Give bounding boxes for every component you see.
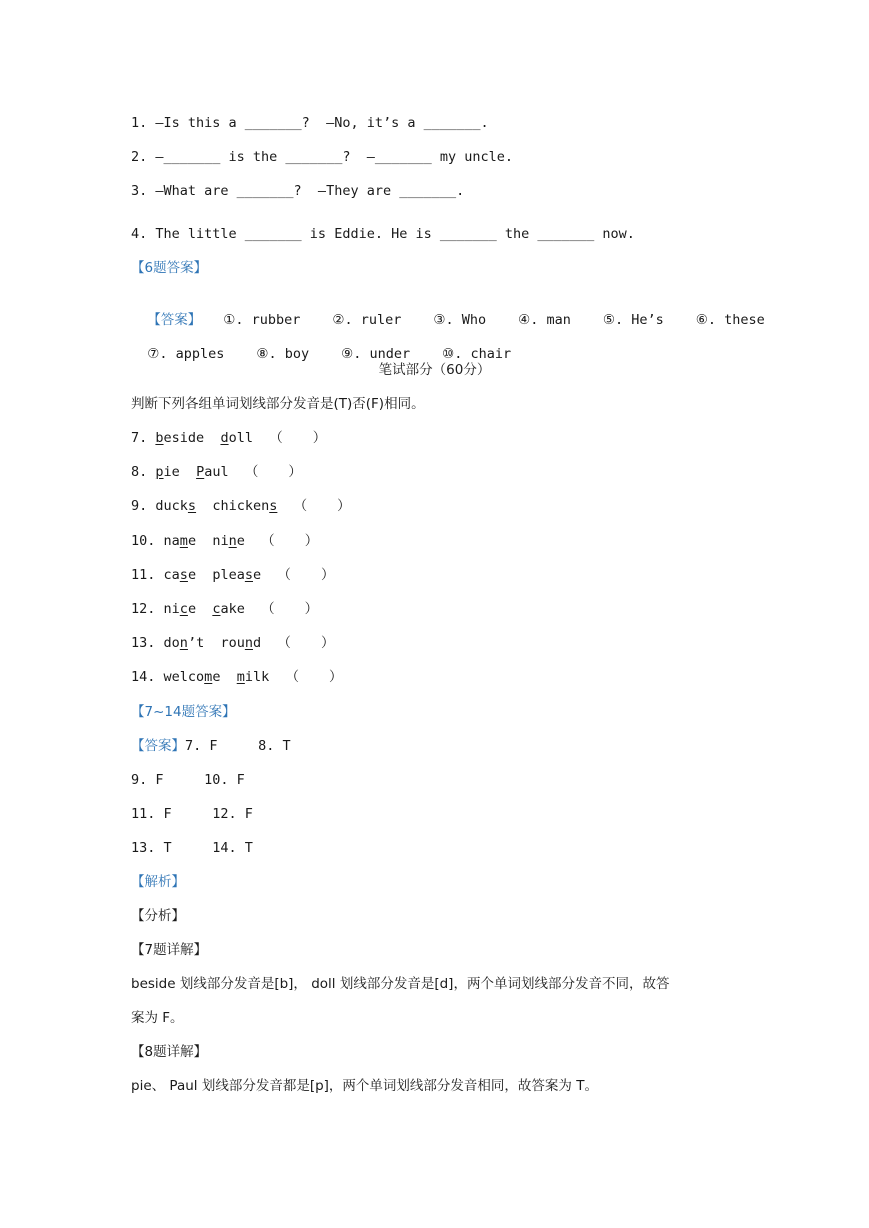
item-number: 7.: [131, 430, 148, 446]
item-number: 9.: [131, 498, 148, 515]
analysis-heading: 【解析】: [131, 874, 185, 890]
underlined-letters: s: [187, 498, 197, 515]
spacer: [220, 669, 236, 685]
answer-line-4: 13. T 14. T: [131, 840, 253, 856]
answer-item: ③. Who: [433, 312, 487, 328]
underlined-letters: P: [196, 464, 205, 481]
word-part: e: [236, 532, 245, 549]
fenxi-heading: 【分析】: [131, 908, 185, 924]
spacer: [229, 464, 245, 480]
answer-item: ⑦. apples: [147, 346, 225, 362]
word-part: ilk: [244, 669, 270, 686]
spacer: [277, 498, 293, 514]
spacer: [155, 601, 163, 617]
instruction: 判断下列各组单词划线部分发音是(T)否(F)相同。: [131, 396, 425, 412]
phonics-item: [131, 668, 343, 686]
word-part: chicken: [212, 498, 270, 515]
word-part: ni: [212, 532, 229, 549]
answer-blank: （ ）: [293, 498, 351, 515]
phonics-item: [131, 600, 318, 618]
answer-blank: （ ）: [261, 601, 319, 617]
phonics-item: [131, 532, 318, 550]
word-part: ie: [163, 464, 180, 481]
answer-blank: （ ）: [285, 669, 343, 686]
word-part: ’t: [187, 635, 205, 652]
spacer: [261, 635, 277, 651]
word-part: ake: [220, 601, 245, 617]
word-part: na: [163, 532, 180, 549]
word-part: eside: [163, 430, 205, 446]
word-part: duck: [155, 498, 188, 515]
word-part: e: [253, 566, 262, 583]
phonics-item: [131, 429, 326, 447]
word-part: ca: [163, 566, 180, 583]
answer-line-2: 9. F 10. F: [131, 772, 245, 788]
word-part: oll: [228, 430, 253, 446]
word-part: e: [187, 566, 197, 583]
underlined-letters: d: [220, 430, 229, 446]
question-4: 4. The little _______ is Eddie. He is _______ the _______ now.: [131, 226, 635, 242]
underlined-letters: b: [155, 430, 164, 446]
spacer: [204, 430, 220, 446]
word-part: do: [163, 635, 180, 652]
detail-7-line-2: 案为 F。: [131, 1010, 184, 1026]
spacer: [180, 464, 196, 480]
answers-6-row-2: [131, 327, 511, 363]
answer-blank: （ ）: [261, 532, 319, 549]
answer-item: ⑩. chair: [442, 346, 512, 362]
answers-6-row-1: [131, 293, 765, 329]
word-part: d: [253, 635, 262, 652]
phonics-item: [131, 497, 351, 515]
answer-label: 【答案】: [147, 312, 202, 328]
spacer: [204, 635, 220, 651]
underlined-letters: p: [155, 464, 164, 481]
answer-line-3: 11. F 12. F: [131, 806, 253, 822]
question-3: 3. —What are _______? —They are _______.: [131, 183, 465, 199]
answer-item: ④. man: [518, 312, 571, 328]
answer-item: ⑧. boy: [256, 346, 310, 362]
word-part: ni: [163, 601, 180, 617]
item-number: 13.: [131, 635, 156, 652]
spacer: [269, 669, 285, 685]
detail-8-heading: 【8题详解】: [131, 1044, 208, 1060]
detail-7-heading: 【7题详解】: [131, 942, 208, 958]
spacer: [155, 533, 163, 549]
word-part: e: [187, 532, 197, 549]
question-1: 1. —Is this a _______? —No, it’s a _______.: [131, 115, 489, 131]
answer-blank: （ ）: [277, 635, 335, 652]
item-number: 10.: [131, 532, 156, 549]
spacer: [245, 533, 261, 549]
spacer: [261, 567, 277, 583]
underlined-letters: s: [244, 566, 253, 583]
underlined-letters: m: [179, 532, 188, 549]
section-title: 笔试部分（60分）: [378, 362, 491, 378]
underlined-letters: s: [269, 498, 278, 515]
spacer: [155, 669, 163, 685]
spacer: [245, 601, 261, 617]
word-part: plea: [212, 566, 245, 583]
item-number: 8.: [131, 464, 148, 481]
spacer: [155, 567, 163, 583]
underlined-letters: n: [179, 635, 188, 652]
underlined-letters: m: [236, 669, 245, 686]
underlined-letters: n: [244, 635, 253, 652]
underlined-letters: m: [204, 669, 213, 686]
item-number: 14.: [131, 669, 156, 686]
answer-line-1: [131, 737, 291, 755]
item-number: 12.: [131, 601, 156, 617]
detail-7-line-1: beside 划线部分发音是[b]， doll 划线部分发音是[d]，两个单词划线部分发音不同，故答: [131, 976, 670, 992]
word-part: welco: [163, 669, 205, 686]
answer-text: 7. F 8. T: [185, 738, 291, 754]
answer-label: 【答案】: [131, 738, 185, 754]
answer-item: ⑨. under: [341, 346, 411, 362]
answer-item: ⑥. these: [695, 312, 765, 328]
underlined-letters: n: [228, 532, 237, 549]
answer-7-14-heading: 【7~14题答案】: [131, 704, 236, 720]
spacer: [196, 498, 212, 514]
detail-8-line-1: pie、 Paul 划线部分发音都是[p]，两个单词划线部分发音相同，故答案为 T。: [131, 1078, 598, 1094]
word-part: rou: [220, 635, 245, 652]
phonics-item: [131, 634, 334, 652]
answer-blank: （ ）: [277, 566, 335, 583]
answer-item: ⑤. He’s: [602, 312, 664, 328]
answer-item: ②. ruler: [332, 312, 402, 328]
word-part: aul: [204, 464, 229, 481]
answer-blank: （ ）: [269, 430, 327, 446]
phonics-item: [131, 566, 334, 584]
answer-blank: （ ）: [244, 464, 302, 481]
word-part: e: [212, 669, 221, 686]
spacer: [155, 635, 163, 651]
question-2: 2. —_______ is the _______? —_______ my uncle.: [131, 149, 514, 165]
phonics-item: [131, 463, 302, 481]
underlined-letters: c: [179, 601, 188, 617]
answer-item: ①. rubber: [223, 312, 301, 328]
answer-6-heading: 【6题答案】: [131, 260, 208, 276]
underlined-letters: c: [212, 601, 221, 617]
spacer: [253, 430, 269, 446]
spacer: [196, 567, 212, 583]
word-part: e: [187, 601, 197, 617]
item-number: 11.: [131, 566, 156, 583]
underlined-letters: s: [179, 566, 188, 583]
spacer: [196, 533, 212, 549]
spacer: [196, 601, 212, 617]
